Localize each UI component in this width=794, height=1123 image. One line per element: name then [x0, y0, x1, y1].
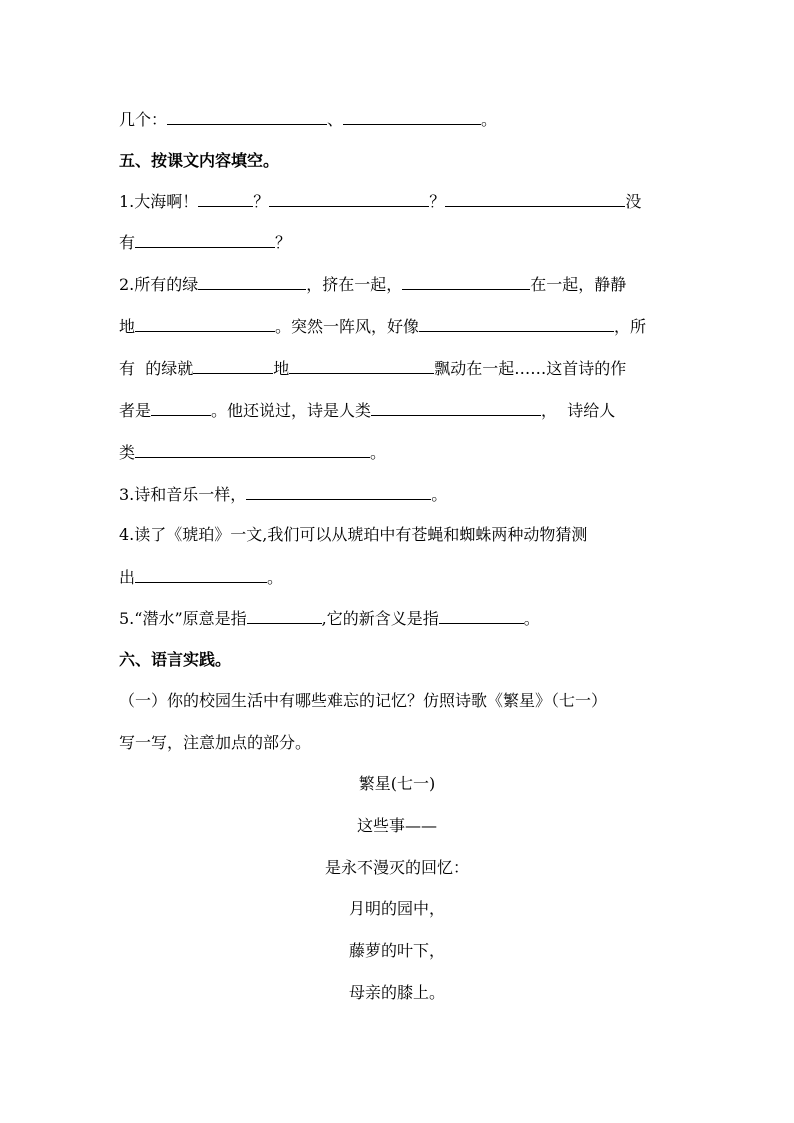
line-ji-ge: 几个： 、 。 — [119, 110, 498, 129]
poem-line: 月明的园中， — [348, 899, 445, 918]
answer-blank[interactable] — [246, 483, 431, 500]
question-2-line-3: 有 的绿就 地 飘动在一起……这首诗的作 — [119, 359, 627, 378]
answer-blank[interactable] — [402, 273, 530, 290]
practice-instruction-line-1: （一）你的校园生活中有哪些难忘的记忆？仿照诗歌《繁星》（七一） — [119, 691, 608, 710]
answer-blank[interactable] — [135, 566, 267, 583]
answer-blank[interactable] — [289, 357, 434, 374]
practice-instruction-line-2: 写一写，注意加点的部分。 — [119, 733, 312, 752]
poem-title: 繁星(七一) — [358, 774, 436, 793]
poem-line: 藤萝的叶下， — [348, 941, 445, 960]
poem-line: 这些事—— — [356, 816, 437, 835]
question-1-line-2: 有 ？ — [119, 233, 292, 252]
answer-blank[interactable] — [135, 315, 275, 332]
question-4-line-2: 出 。 — [119, 568, 284, 587]
section-six-heading: 六、语言实践。 — [119, 650, 232, 669]
question-2-line-2: 地 。突然一阵风，好像 ，所 — [119, 317, 647, 336]
question-4-line-1: 4.读了《琥珀》一文,我们可以从琥珀中有苍蝇和蜘蛛两种动物猜测 — [119, 525, 588, 544]
answer-blank[interactable] — [247, 607, 322, 624]
section-five-heading: 五、按课文内容填空。 — [119, 151, 280, 170]
answer-blank[interactable] — [445, 190, 625, 207]
answer-blank[interactable] — [135, 441, 370, 458]
question-5: 5.“潜水”原意是指 ,它的新含义是指 。 — [119, 609, 540, 628]
answer-blank[interactable] — [198, 273, 306, 290]
poem-line: 是永不漫灭的回忆： — [324, 858, 469, 877]
question-1-line-1: 1.大海啊！ ？ ？ 没 — [119, 192, 642, 211]
answer-blank[interactable] — [198, 190, 253, 207]
answer-blank[interactable] — [269, 190, 429, 207]
answer-blank[interactable] — [439, 607, 524, 624]
question-3: 3.诗和音乐一样， 。 — [119, 485, 448, 504]
answer-blank[interactable] — [371, 399, 541, 416]
answer-blank[interactable] — [151, 399, 211, 416]
question-2-line-5: 类 。 — [119, 443, 387, 462]
answer-blank[interactable] — [343, 108, 481, 125]
question-2-line-1: 2.所有的绿 ，挤在一起， 在一起，静静 — [119, 275, 627, 294]
answer-blank[interactable] — [419, 315, 614, 332]
poem-line: 母亲的膝上。 — [348, 983, 445, 1002]
answer-blank[interactable] — [135, 231, 275, 248]
answer-blank[interactable] — [167, 108, 327, 125]
question-2-line-4: 者是 。他还说过，诗是人类 ， 诗给人 — [119, 401, 616, 420]
answer-blank[interactable] — [193, 357, 273, 374]
